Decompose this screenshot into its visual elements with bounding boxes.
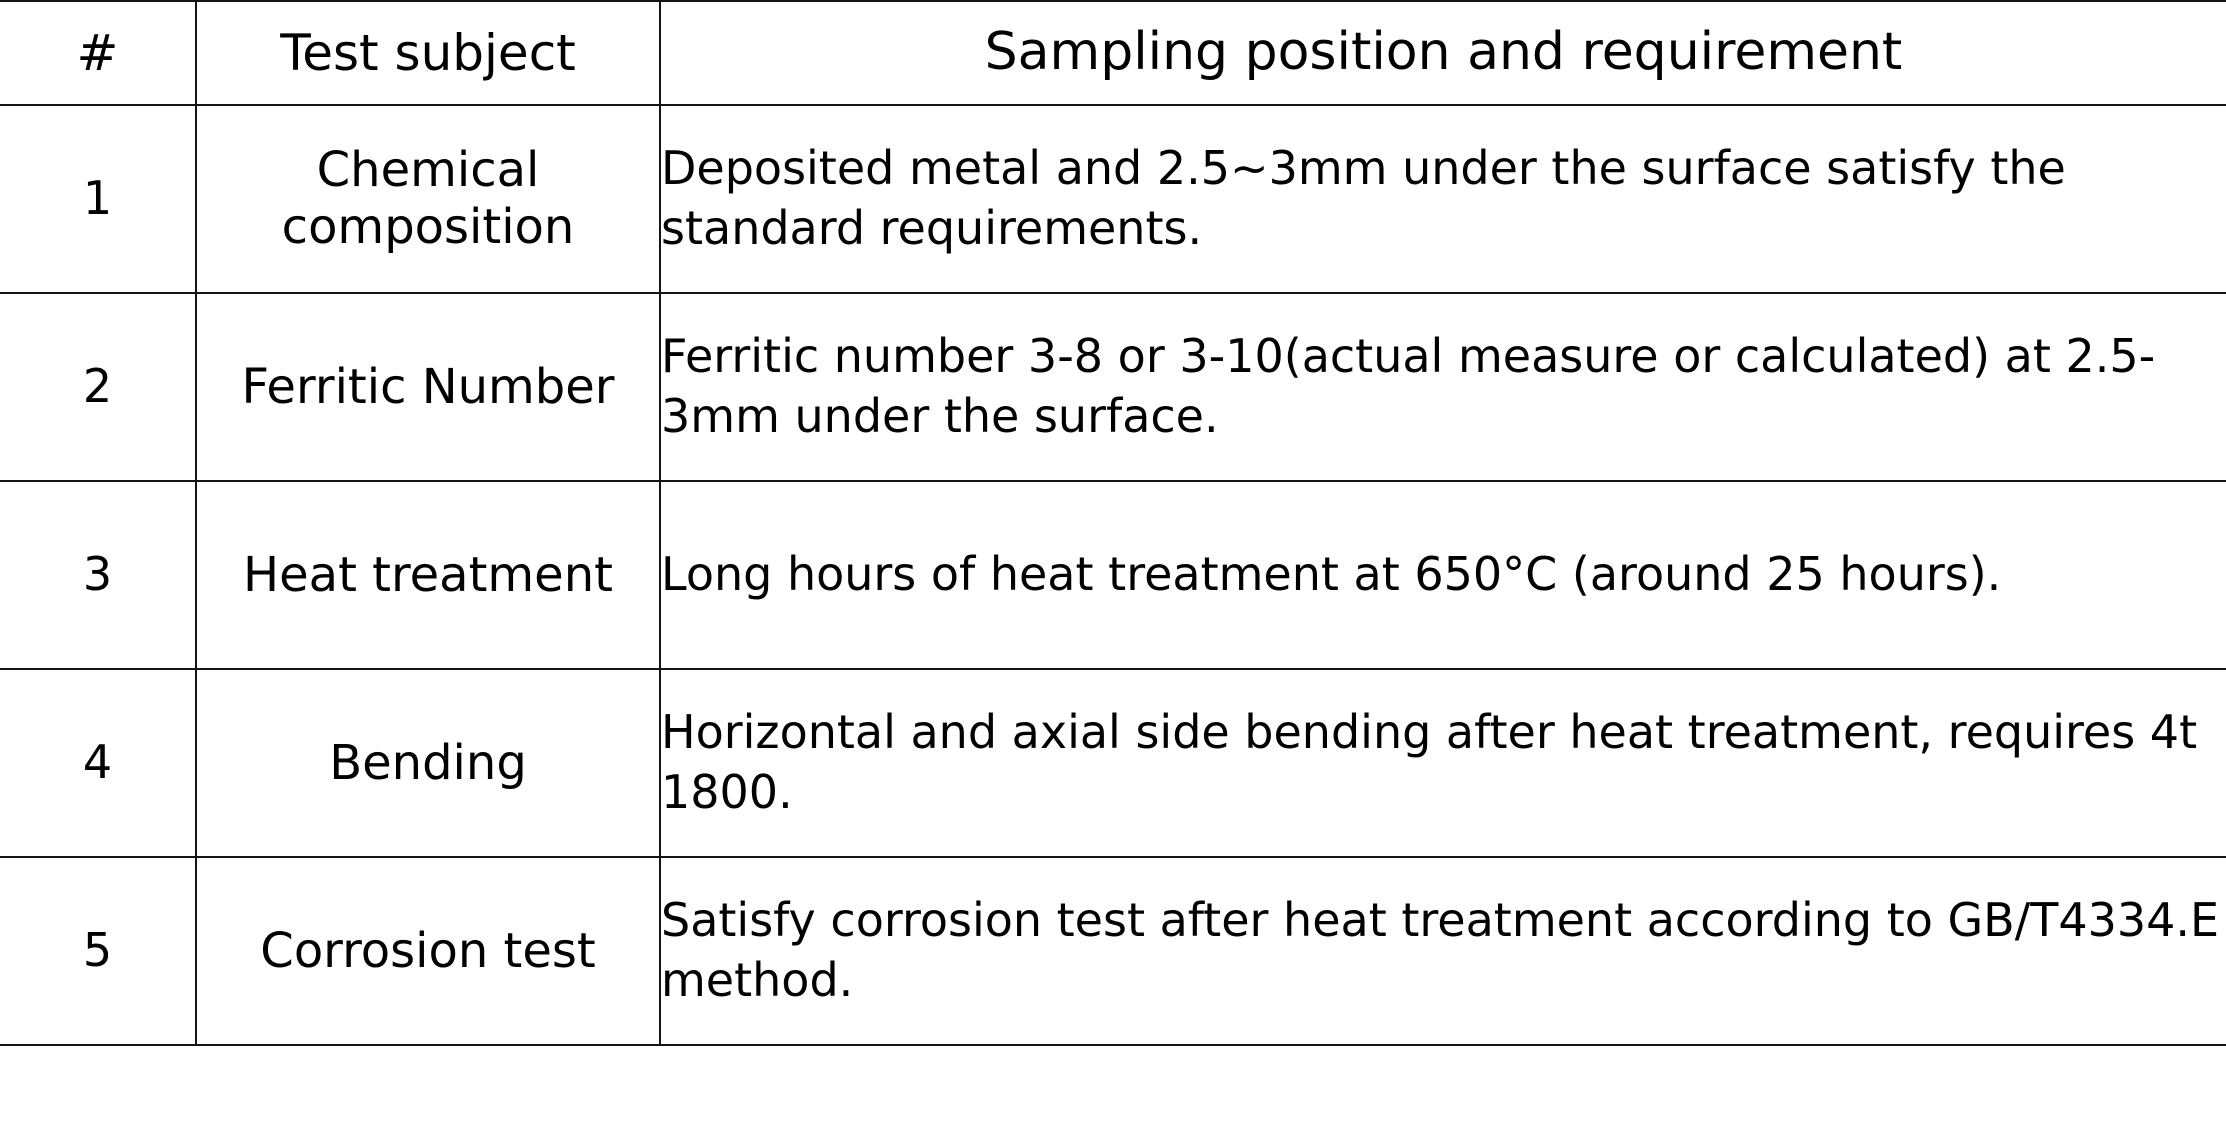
row-number: 1	[0, 105, 196, 293]
row-requirement: Deposited metal and 2.5~3mm under the surface satisfy the standard requirements.	[660, 105, 2226, 293]
table-row	[0, 105, 2226, 293]
table-row	[0, 293, 2226, 481]
table-header	[0, 1, 2226, 105]
row-test-subject: Corrosion test	[196, 857, 660, 1045]
table-body	[0, 105, 2226, 1045]
row-number: 3	[0, 481, 196, 669]
row-test-subject: Ferritic Number	[196, 293, 660, 481]
row-requirement: Horizontal and axial side bending after heat treatment, requires 4t 1800.	[660, 669, 2226, 857]
table-row	[0, 857, 2226, 1045]
row-number: 2	[0, 293, 196, 481]
row-number: 4	[0, 669, 196, 857]
table-header-row	[0, 1, 2226, 105]
row-test-subject: Bending	[196, 669, 660, 857]
table-row	[0, 481, 2226, 669]
row-test-subject: Chemical composition	[196, 105, 660, 293]
column-header-sampling-position-and-requirement: Sampling position and requirement	[660, 1, 2226, 105]
row-requirement: Ferritic number 3-8 or 3-10(actual measure or calculated) at 2.5-3mm under the surface.	[660, 293, 2226, 481]
row-test-subject: Heat treatment	[196, 481, 660, 669]
row-number: 5	[0, 857, 196, 1045]
column-header-test-subject: Test subject	[196, 1, 660, 105]
row-requirement: Satisfy corrosion test after heat treatment according to GB/T4334.E method.	[660, 857, 2226, 1045]
column-header-number: #	[0, 1, 196, 105]
table-row	[0, 669, 2226, 857]
row-requirement: Long hours of heat treatment at 650°C (around 25 hours).	[660, 481, 2226, 669]
